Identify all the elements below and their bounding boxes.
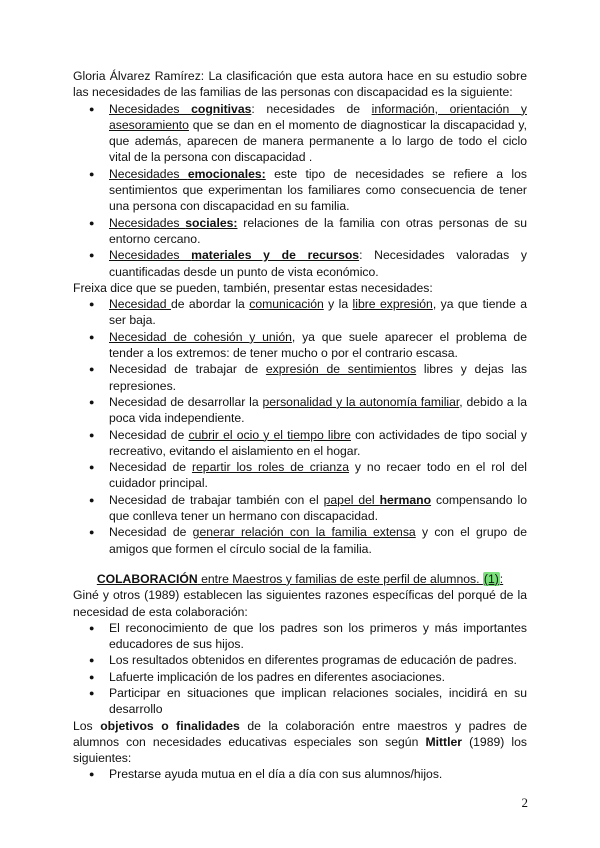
- list-item: ● Necesidad de repartir los roles de crianza y no recaer todo en el rol del cuidador principal.: [73, 459, 527, 492]
- page-content: [73, 68, 527, 783]
- freixa-intro: Freixa dice que se pueden, también, presentar estas necesidades:: [73, 280, 433, 295]
- list-item: ● Lafuerte implicación de los padres en diferentes asociaciones.: [73, 669, 527, 685]
- list-item: ● Necesidad de cubrir el ocio y el tiempo libre con actividades de tipo social y recreativo, evitando el aislamiento en el hogar.: [73, 427, 527, 460]
- list-item: ● Necesidad de trabajar de expresión de sentimientos libres y dejas las represiones.: [73, 361, 527, 394]
- gine-reasons-list: [73, 620, 527, 718]
- intro-text: : La clasificación que esta autora hace en su estudio sobre las necesidades de las familias de las personas con discapacidad es la siguiente:: [73, 69, 527, 100]
- alvarez-needs-list: [73, 101, 527, 280]
- list-item: ● Necesidad de desarrollar la personalidad y la autonomía familiar, debido a la poca vida independiente.: [73, 394, 527, 427]
- list-item: ● Necesidad de abordar la comunicación y la libre expresión, ya que tiende a ser baja.: [73, 296, 527, 329]
- freixa-needs-list: [73, 296, 527, 557]
- list-item: ● Participar en situaciones que implican relaciones sociales, incidirá en su desarrollo: [73, 685, 527, 718]
- list-item: ● Necesidad de cohesión y unión, ya que suele aparecer el problema de tender a los extremos: de tener mucho o por el contrario escasa.: [73, 329, 527, 362]
- page-number: 2: [521, 795, 528, 810]
- list-item: ● Necesidades materiales y de recursos: Necesidades valoradas y cuantificadas desde un punto de vista económico.: [73, 247, 527, 280]
- section-heading: COLABORACIÓN entre Maestros y familias de este perfil de alumnos. (1):: [96, 571, 504, 586]
- list-item: ● Necesidades emocionales: este tipo de necesidades se refiere a los sentimientos que experimentan los familiares como consecuencia de tener una persona con discapacidad en su familia.: [73, 166, 527, 215]
- gine-intro: Giné y otros (1989) establecen las siguientes razones específicas del porqué de la necesidad de esta colaboración:: [73, 588, 527, 619]
- list-item: ● El reconocimiento de que los padres son los primeros y más importantes educadores de sus hijos.: [73, 620, 527, 653]
- list-item: ● Necesidad de generar relación con la familia extensa y con el grupo de amigos que formen el círculo social de la familia.: [73, 524, 527, 557]
- objetivos-paragraph: Los objetivos o finalidades de la colaboración entre maestros y padres de alumnos con necesidades educativas especiales son según Mittler (1989) los siguientes:: [73, 718, 527, 766]
- author-name: Gloria Álvarez Ramírez: [73, 69, 201, 83]
- objetivos-list: [73, 766, 527, 782]
- list-item: ● Los resultados obtenidos en diferentes programas de educación de padres.: [73, 652, 527, 668]
- list-item: ● Necesidades cognitivas: necesidades de información, orientación y asesoramiento que se dan en el momento de diagnosticar la discapacidad y, que además, aparecen de manera permanente a lo largo de todo el ciclo vital de la persona con discapacidad .: [73, 101, 527, 166]
- footnote-reference[interactable]: (1): [483, 571, 499, 586]
- list-item: ● Necesidades sociales: relaciones de la familia con otras personas de su entorno cercano.: [73, 215, 527, 248]
- list-item: ● Prestarse ayuda mutua en el día a día con sus alumnos/hijos.: [73, 766, 527, 782]
- intro-paragraph: [73, 68, 527, 101]
- list-item: ● Necesidad de trabajar también con el papel del hermano compensando lo que conlleva tener un hermano con discapacidad.: [73, 492, 527, 525]
